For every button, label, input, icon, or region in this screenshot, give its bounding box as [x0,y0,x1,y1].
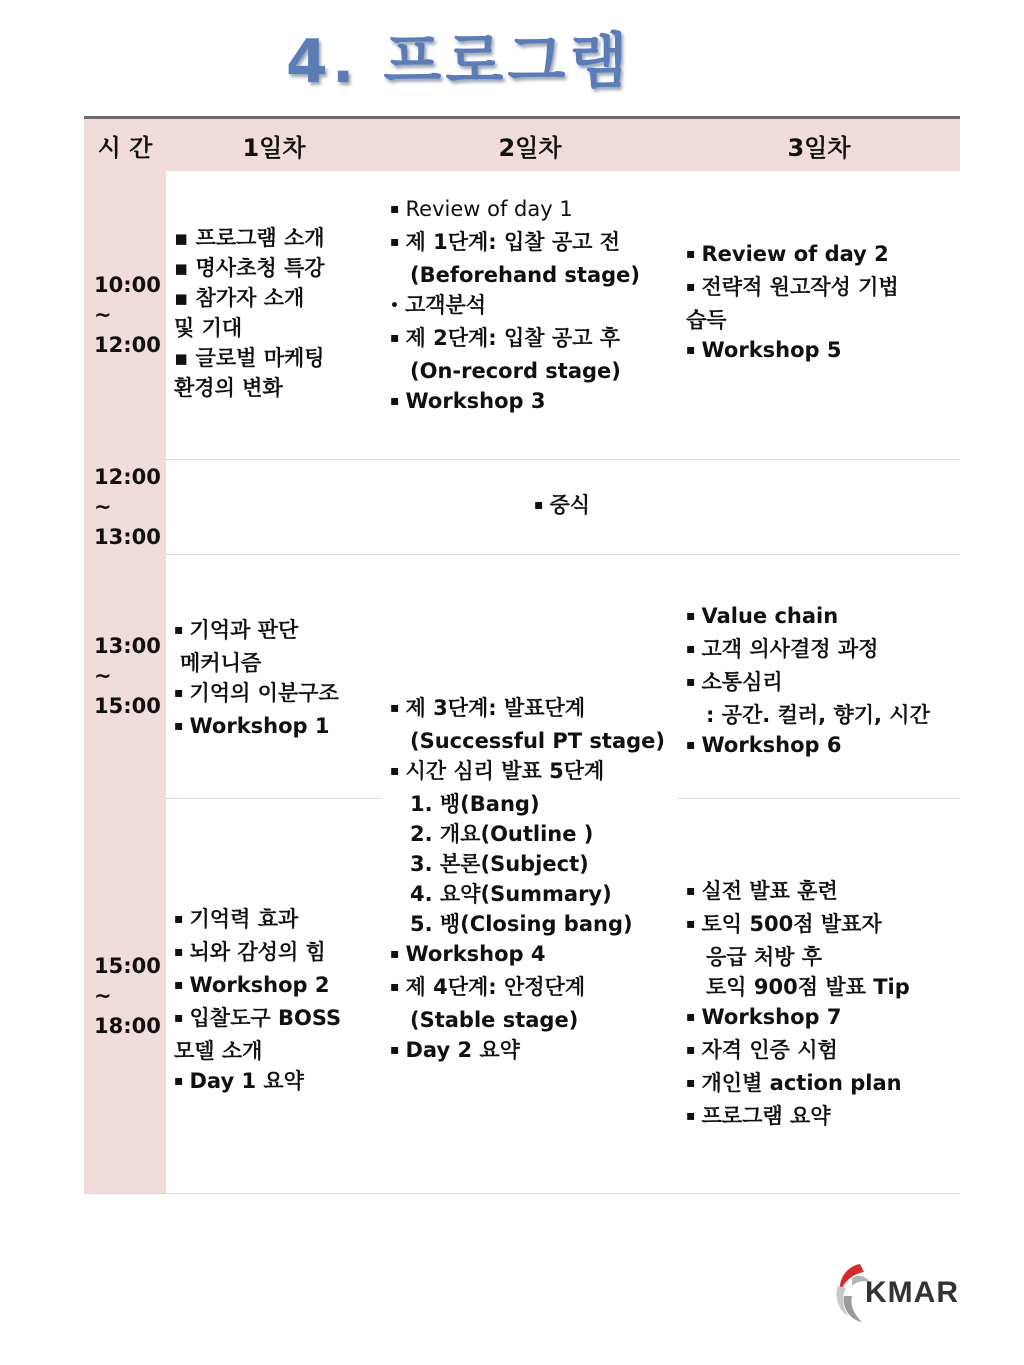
list-item: ▪ 시간 심리 발표 5단계 [390,756,665,789]
list-item: ▪ Workshop 6 [686,730,930,763]
header-day3: 3일차 [678,119,960,171]
list-item: ▪ 프로그램 요약 [686,1101,910,1134]
time-end: 12:00 [94,333,161,357]
list-item: ▪ Review of day 2 [686,239,899,272]
day1-morning-list [174,223,325,403]
table-bottom-rule [84,1193,960,1194]
list-item: ▪ 제 3단계: 발표단계 [390,693,665,726]
list-item: 습득 [686,308,727,332]
row-divider [166,459,960,460]
time-end: 13:00 [94,524,161,549]
list-item: ▪ 제 4단계: 안정단계 [390,972,665,1005]
row-divider [166,798,382,799]
list-item: 응급 처방 후 [706,945,823,969]
header-time: 시 간 [84,119,166,171]
list-item: ▪ Workshop 2 [174,970,341,1003]
row-divider [678,798,960,799]
list-item: ▪ 전략적 원고작성 기법 [686,272,899,305]
time-slot-2 [84,459,166,554]
time-start: 10:00 [94,273,161,297]
day1-afternoon2-list [174,904,341,1099]
list-item: ▪ 참가자 소개 [174,286,305,310]
day3-afternoon2-list [686,876,910,1134]
list-item: 모델 소개 [174,1039,263,1063]
list-item: (Successful PT stage) [410,729,666,753]
list-item: ▪ 소통심리 [686,667,930,700]
day2-morning-list [390,194,640,419]
list-item: 3. 본론(Subject) [410,852,589,876]
list-item: 및 기대 [174,316,243,340]
list-item: ▪ 프로그램 소개 [174,226,325,250]
list-item: ▪ 기억과 판단 [174,615,339,648]
row-divider [166,554,960,555]
list-item: ▪ 고객 의사결정 과정 [686,634,930,667]
time-sep: ~ [94,494,112,519]
header-day2: 2일차 [382,119,678,171]
list-item: ▪ 글로벌 마케팅 [174,346,325,370]
list-item: 1. 뱅(Bang) [410,792,540,816]
list-item: (Stable stage) [410,1008,579,1032]
list-item: ▪ 토익 500점 발표자 [686,909,910,942]
day2-afternoon-list [390,693,665,1068]
list-item: ▪ 개인별 action plan [686,1068,910,1101]
list-item: 2. 개요(Outline ) [410,822,594,846]
lunch-cell [534,490,590,523]
list-item: ▪ Workshop 4 [390,939,665,972]
header-day1: 1일차 [166,119,382,171]
list-item: ▪ Review of day 1 [390,194,640,227]
list-item: ▪ 제 1단계: 입찰 공고 전 [390,227,640,260]
day3-morning-list [686,239,899,368]
day3-afternoon1-list [686,601,930,763]
list-item: ▪ 명사초청 특강 [174,256,325,280]
list-item: ▪ Workshop 5 [686,335,899,368]
list-item: ▪ Workshop 7 [686,1002,910,1035]
time-slot-4 [84,798,166,1193]
list-item: 5. 뱅(Closing bang) [410,912,633,936]
time-start: 12:00 [94,464,161,489]
list-item: ▪ Day 2 요약 [390,1035,665,1068]
list-item: ▪ Workshop 3 [390,386,640,419]
list-item: ▪ Value chain [686,601,930,634]
logo-text: KMAR [865,1276,959,1309]
time-start: 15:00 [94,953,161,978]
time-sep: ~ [94,983,112,1008]
list-item: ▪ 실전 발표 훈련 [686,876,910,909]
time-slot-1 [84,171,166,459]
list-item: (On-record stage) [410,359,621,383]
list-item: ▪ 자격 인증 시험 [686,1035,910,1068]
list-item: : 공간. 컬러, 향기, 시간 [706,703,930,727]
list-item: (Beforehand stage) [410,263,641,287]
list-item: ▪ 제 2단계: 입찰 공고 후 [390,323,640,356]
time-sep: ~ [94,303,112,327]
list-item: 환경의 변화 [174,376,283,400]
list-item: ▪ Day 1 요약 [174,1066,341,1099]
list-item: 메커니즘 [180,651,262,675]
lunch-label: ▪ 중식 [534,493,590,517]
time-sep: ~ [94,664,112,688]
list-item: • 고객분석 [390,290,640,323]
time-start: 13:00 [94,634,161,658]
time-end: 15:00 [94,694,161,718]
list-item: 토익 900점 발표 Tip [706,975,910,999]
time-end: 18:00 [94,1013,161,1038]
list-item: ▪ 기억의 이분구조 [174,678,339,711]
day1-afternoon1-list [174,615,339,744]
list-item: ▪ Workshop 1 [174,711,339,744]
list-item: ▪ 입찰도구 BOSS [174,1003,341,1036]
list-item: ▪ 기억력 효과 [174,904,341,937]
list-item: ▪ 뇌와 감성의 힘 [174,937,341,970]
page-title: 4. 프로그램 [286,27,632,97]
time-slot-3 [84,554,166,798]
list-item: 4. 요약(Summary) [410,882,612,906]
